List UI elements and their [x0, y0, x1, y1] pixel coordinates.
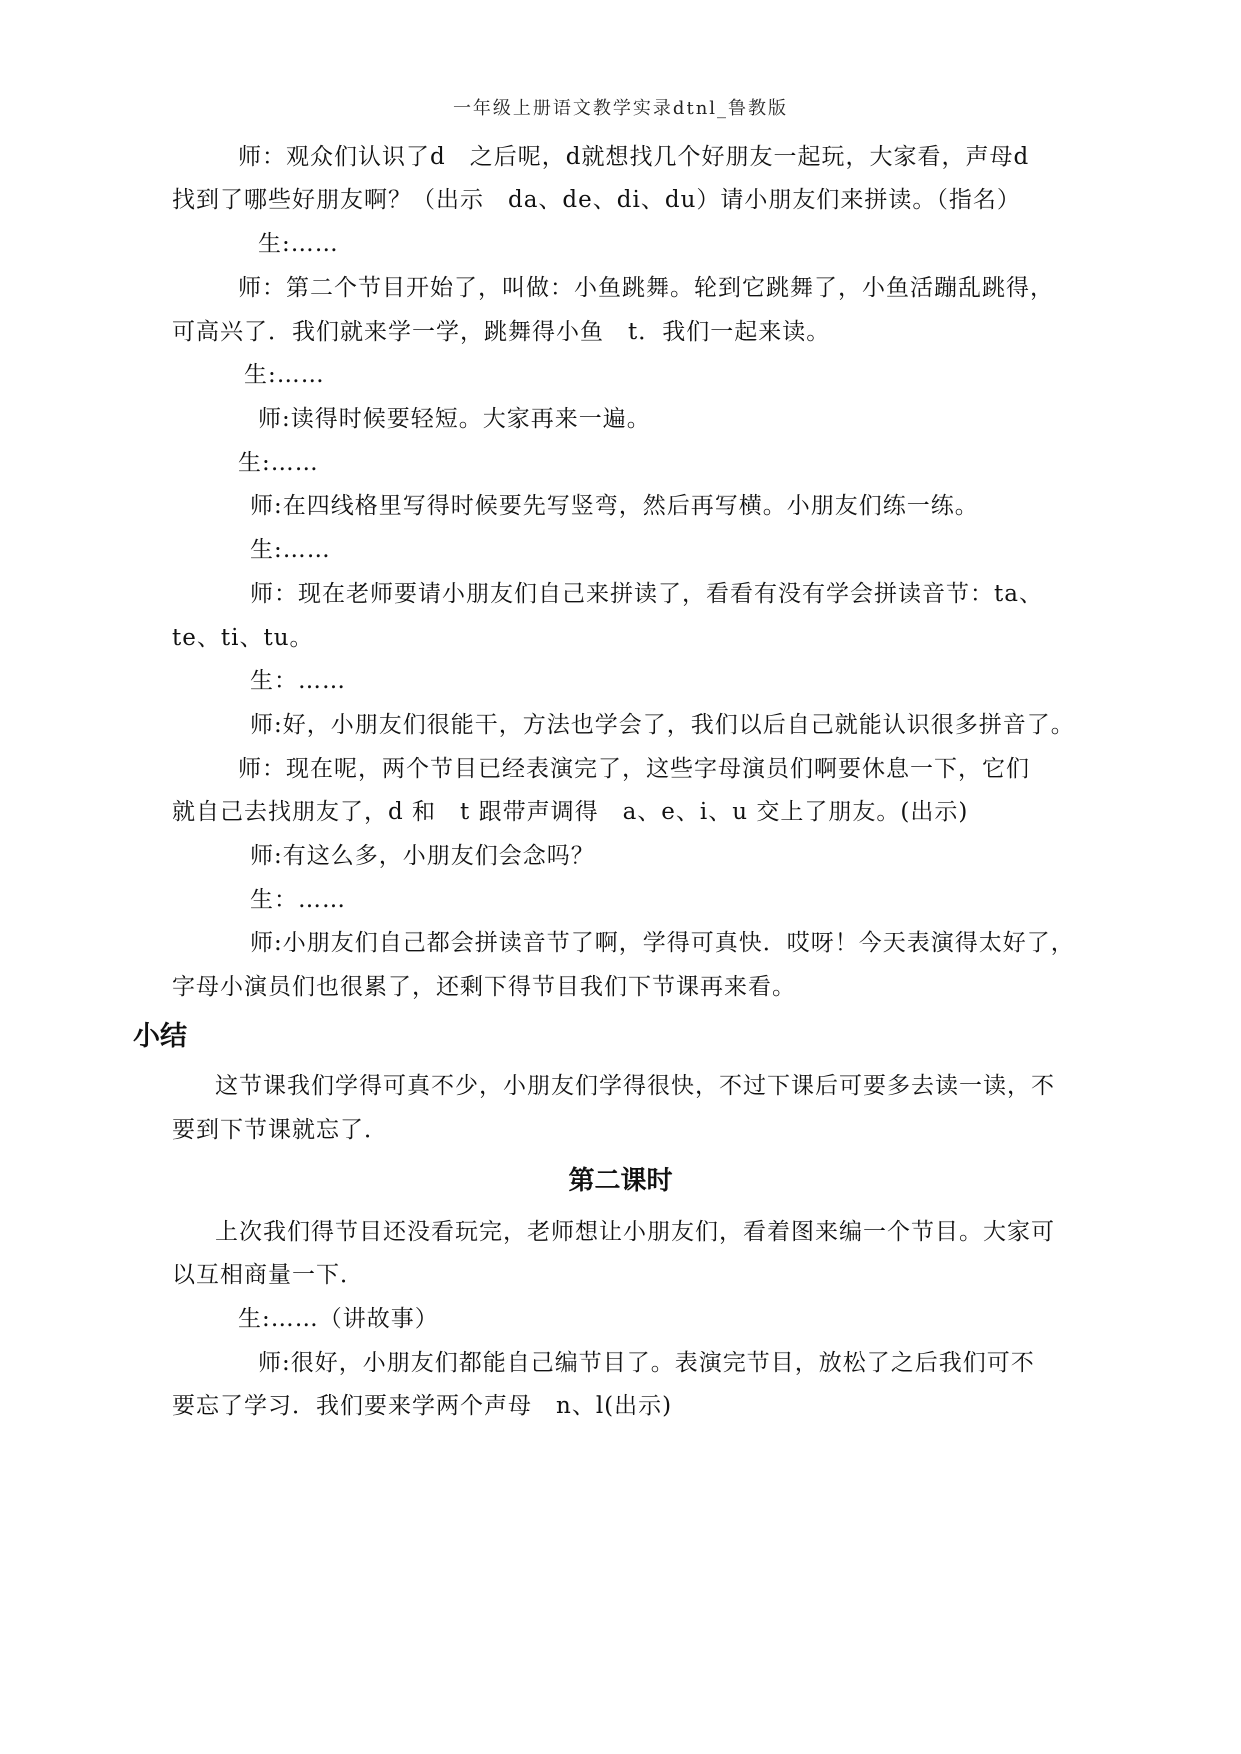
paragraph-line: 上次我们得节目还没看玩完，老师想让小朋友们，看着图来编一个节目。大家可 [215, 1219, 1055, 1245]
page-header: 一年级上册语文教学实录dtnl_鲁教版 [452, 98, 789, 119]
paragraph-line: 就自己去找朋友了，d 和 t 跟带声调得 a、e、i、u 交上了朋友。(出示) [172, 799, 969, 825]
paragraph-line: 生:…… [244, 362, 325, 388]
paragraph-line: 这节课我们学得可真不少，小朋友们学得很快，不过下课后可要多去读一读，不 [215, 1073, 1055, 1099]
paragraph-line: 师:有这么多，小朋友们会念吗？ [250, 843, 595, 869]
paragraph-line: 生:…… [250, 537, 331, 563]
paragraph-line: 师:很好，小朋友们都能自己编节目了。表演完节目，放松了之后我们可不 [258, 1350, 1035, 1376]
paragraph-line: 师:在四线格里写得时候要先写竖弯，然后再写横。小朋友们练一练。 [250, 493, 979, 519]
paragraph-line: 以互相商量一下． [172, 1262, 364, 1288]
paragraph-line: 师:好，小朋友们很能干，方法也学会了，我们以后自己就能认识很多拼音了。 [250, 712, 1075, 738]
paragraph-line: 生：…… [250, 668, 346, 694]
lesson-title: 第二课时 [568, 1166, 673, 1196]
paragraph-line: 师：观众们认识了d 之后呢，d就想找几个好朋友一起玩，大家看，声母d [238, 144, 1030, 170]
paragraph-line: 生:……（讲故事） [238, 1306, 439, 1332]
paragraph-line: 生：…… [250, 887, 346, 913]
paragraph-line: 字母小演员们也很累了，还剩下得节目我们下节课再来看。 [172, 974, 796, 1000]
paragraph-line: 师：现在呢，两个节目已经表演完了，这些字母演员们啊要休息一下，它们 [238, 756, 1030, 782]
paragraph-line: 师：第二个节目开始了，叫做：小鱼跳舞。轮到它跳舞了，小鱼活蹦乱跳得， [238, 275, 1054, 301]
paragraph-line: 师:读得时候要轻短。大家再来一遍。 [258, 406, 651, 432]
paragraph-line: 可高兴了．我们就来学一学，跳舞得小鱼 t．我们一起来读。 [172, 319, 831, 345]
paragraph-line: 生:…… [238, 450, 319, 476]
paragraph-line: 要到下节课就忘了． [172, 1117, 388, 1143]
paragraph-line: 找到了哪些好朋友啊？（出示 da、de、di、du）请小朋友们来拼读。（指名） [172, 187, 1021, 213]
paragraph-line: 师：现在老师要请小朋友们自己来拼读了，看看有没有学会拼读音节：ta、 [250, 581, 1043, 607]
paragraph-line: te、ti、tu。 [172, 625, 314, 651]
paragraph-line: 要忘了学习．我们要来学两个声母 n、l(出示) [172, 1393, 673, 1419]
section-heading-summary: 小结 [133, 1021, 187, 1052]
paragraph-line: 生:…… [258, 231, 339, 257]
paragraph-line: 师:小朋友们自己都会拼读音节了啊，学得可真快．哎呀！今天表演得太好了， [250, 930, 1075, 956]
